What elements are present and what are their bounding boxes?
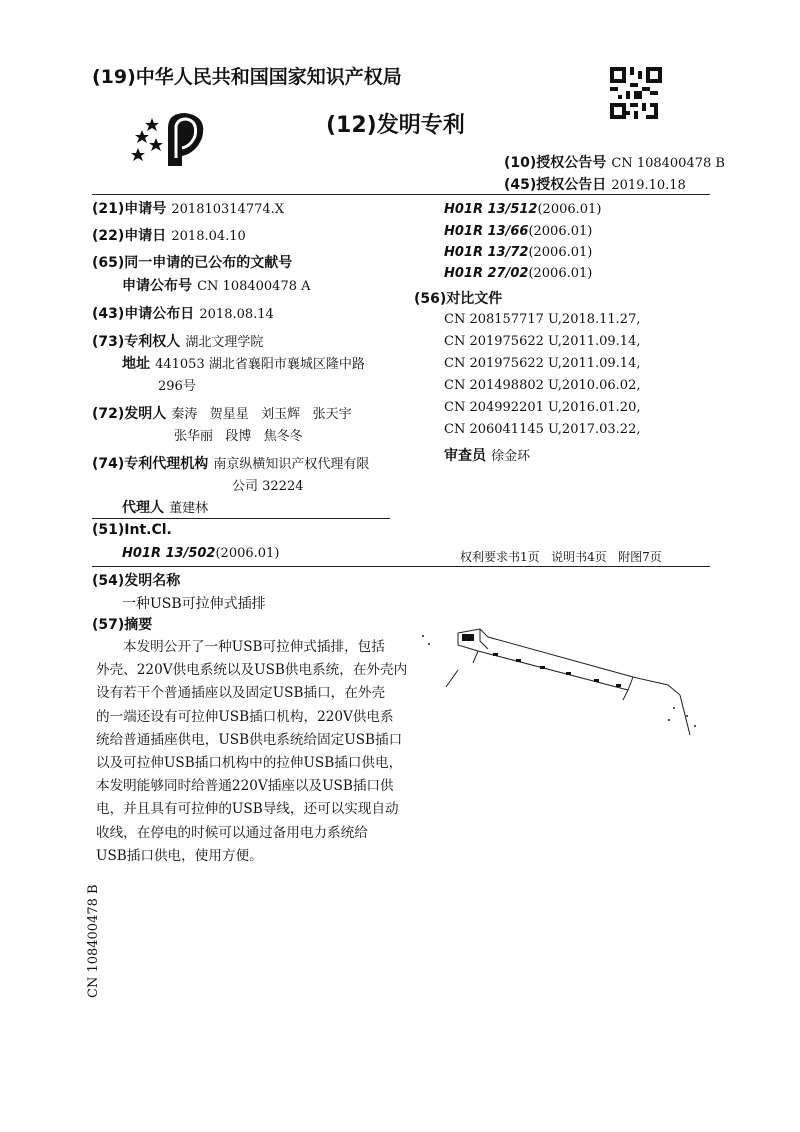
grant-number: CN 108400478 B <box>611 156 725 171</box>
intcl-label: (51)Int.Cl. <box>92 522 172 538</box>
application-date-row <box>92 225 246 245</box>
examiner-row <box>444 445 530 465</box>
grant-date: 2019.10.18 <box>611 178 686 193</box>
abstract-line: 设有若干个普通插座以及固定USB插口，在外壳 <box>96 685 386 702</box>
abstract-line: 电，并且具有可拉伸的USB导线，还可以实现自动 <box>96 801 399 818</box>
agent-row <box>122 497 208 517</box>
page-counts: 权利要求书1页 说明书4页 附图7页 <box>460 550 662 564</box>
prior-publication-label: (65)同一申请的已公布的文献号 <box>92 255 293 271</box>
inventors-line-2: 张华丽 段博 焦冬冬 <box>174 429 303 444</box>
abstract-line: USB插口供电，使用方便。 <box>96 847 263 864</box>
inventors-row <box>92 403 352 423</box>
grant-number-label: (10)授权公告号 <box>504 155 607 171</box>
grant-number-row <box>504 152 725 172</box>
examiner: 徐金环 <box>491 449 531 464</box>
agent: 董建林 <box>169 501 209 516</box>
application-date-label: (22)申请日 <box>92 228 167 244</box>
application-number-row <box>92 198 284 218</box>
intcl-divider <box>92 518 390 519</box>
publication-number-row <box>122 275 311 295</box>
publication-date-row <box>92 303 274 323</box>
reference-item: CN 204992201 U,2016.01.20, <box>444 400 641 415</box>
abstract-label: (57)摘要 <box>92 617 153 633</box>
top-divider <box>92 194 710 195</box>
publication-date: 2018.08.14 <box>199 307 274 322</box>
references-label: (56)对比文件 <box>414 291 503 307</box>
address-line-1: 441053 湖北省襄阳市襄城区隆中路 <box>155 357 365 372</box>
qr-code-icon <box>610 67 662 119</box>
application-date: 2018.04.10 <box>171 229 246 244</box>
agent-label: 代理人 <box>122 500 164 516</box>
patentee-label: (73)专利权人 <box>92 334 181 350</box>
cnipa-logo-icon <box>130 108 210 170</box>
ipc-row: H01R 27/02(2006.01) <box>444 266 593 281</box>
grant-date-label: (45)授权公告日 <box>504 177 607 193</box>
reference-item: CN 201975622 U,2011.09.14, <box>444 356 641 371</box>
intcl-row <box>122 542 279 561</box>
agency-label: (74)专利代理机构 <box>92 456 209 472</box>
side-document-code: CN 108400478 B <box>86 884 101 998</box>
title-label: (54)发明名称 <box>92 573 181 589</box>
invention-title: 一种USB可拉伸式插排 <box>122 596 266 612</box>
reference-item: CN 201975622 U,2011.09.14, <box>444 334 641 349</box>
intcl-version: (2006.01) <box>215 546 280 561</box>
abstract-line: 本发明公开了一种USB可拉伸式插排，包括 <box>123 639 385 655</box>
ipc-row: H01R 13/512(2006.01) <box>444 202 602 217</box>
publication-number-label: 申请公布号 <box>122 278 192 294</box>
address-line-2: 296号 <box>158 379 196 394</box>
publication-date-label: (43)申请公布日 <box>92 306 195 322</box>
agency-row <box>92 453 369 473</box>
intcl-code: H01R 13/502 <box>122 546 216 561</box>
inventors-line-1: 秦涛 贺星星 刘玉辉 张天宇 <box>171 407 352 422</box>
examiner-label: 审查员 <box>444 448 486 464</box>
patentee: 湖北文理学院 <box>185 335 264 350</box>
abstract-line: 统给普通插座供电，USB供电系统给固定USB插口 <box>96 731 403 748</box>
abstract-line: 收线，在停电的时候可以通过备用电力系统给 <box>96 824 368 841</box>
inventors-label: (72)发明人 <box>92 406 167 422</box>
patentee-row <box>92 331 263 351</box>
address-row <box>122 353 365 373</box>
office-name: (19)中华人民共和国国家知识产权局 <box>92 66 402 88</box>
agency-line-2: 公司 32224 <box>232 479 304 494</box>
application-number-label: (21)申请号 <box>92 201 167 217</box>
ipc-row: H01R 13/66(2006.01) <box>444 224 593 239</box>
reference-item: CN 206041145 U,2017.03.22, <box>444 422 641 437</box>
address-label: 地址 <box>122 356 150 372</box>
application-number: 201810314774.X <box>171 202 285 217</box>
abstract-body <box>96 636 408 868</box>
ipc-row: H01R 13/72(2006.01) <box>444 245 593 260</box>
abstract-line: 外壳、220V供电系统以及USB供电系统，在外壳内 <box>96 662 408 679</box>
document-type: (12)发明专利 <box>326 113 465 138</box>
publication-number: CN 108400478 A <box>197 279 311 294</box>
agency-line-1: 南京纵横知识产权代理有限 <box>213 457 370 472</box>
abstract-line: 以及可拉伸USB插口机构中的拉伸USB插口供电， <box>96 755 403 772</box>
reference-item: CN 201498802 U,2010.06.02, <box>444 378 641 393</box>
abstract-line: 的一端还设有可拉伸USB插口机构，220V供电系 <box>96 708 394 725</box>
abstract-figure <box>418 615 708 745</box>
bottom-divider <box>92 566 710 567</box>
grant-date-row <box>504 174 686 194</box>
reference-item: CN 208157717 U,2018.11.27, <box>444 312 641 327</box>
abstract-line: 本发明能够同时给普通220V插座以及USB插口供 <box>96 778 394 795</box>
